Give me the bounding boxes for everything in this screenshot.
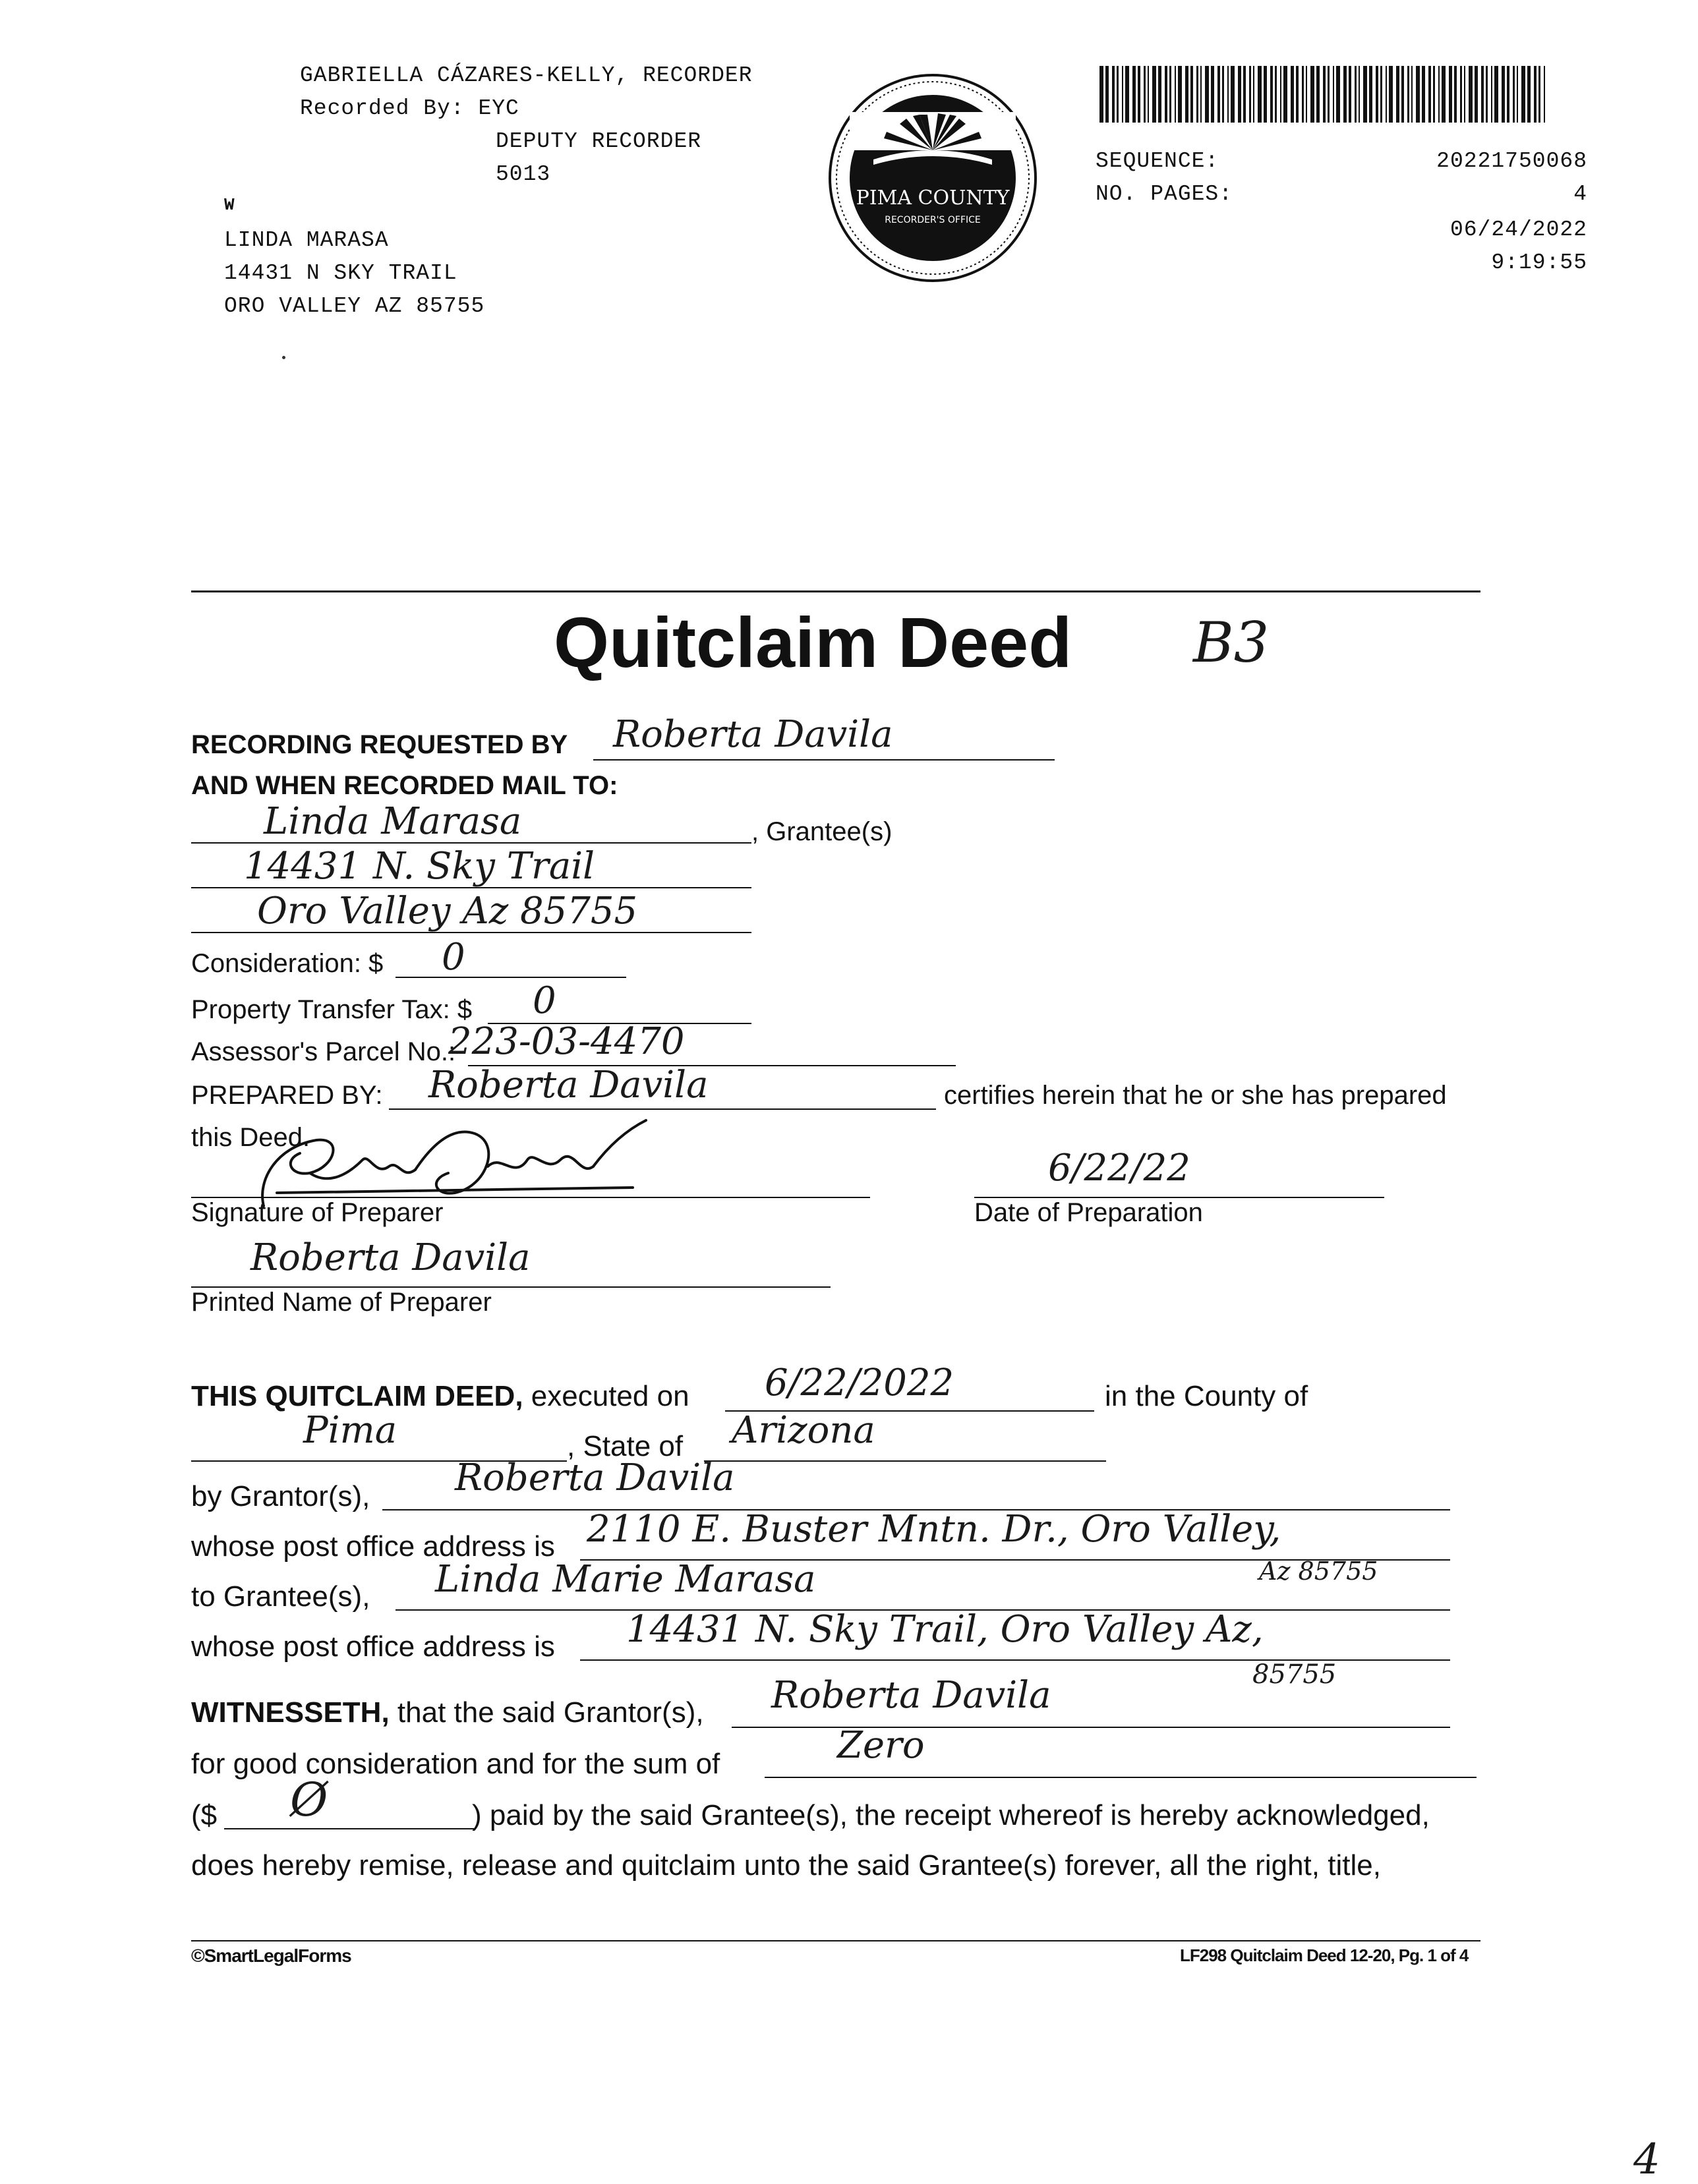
executed-label-bold: THIS QUITCLAIM DEED, [191, 1380, 523, 1412]
recording-requested-value: Roberta Davila [613, 713, 893, 756]
parcel-label: Assessor's Parcel No.: [191, 1037, 456, 1066]
prepared-by-label: PREPARED BY: [191, 1081, 383, 1110]
title-annotation: B3 [1193, 610, 1270, 675]
witnesseth-line [191, 1696, 704, 1729]
sequence-label: SEQUENCE: [1096, 149, 1219, 173]
dollar-line [224, 1828, 475, 1829]
recorded-by: Recorded By: EYC [300, 96, 519, 121]
pages-value: 4 [1573, 182, 1587, 206]
witnesseth-bold: WITNESSETH, [191, 1696, 390, 1729]
grantee-suffix: , Grantee(s) [751, 817, 893, 846]
page-mark: 4 [1633, 2135, 1660, 2184]
recording-date: 06/24/2022 [1449, 217, 1587, 242]
dollar-value: Ø [290, 1773, 328, 1827]
prepared-by-line [389, 1108, 936, 1110]
consideration-value: 0 [442, 936, 465, 979]
stray-dot [282, 356, 285, 359]
witnesseth-value: Roberta Davila [771, 1674, 1051, 1717]
state-line [704, 1460, 1106, 1462]
consideration-sum-label: for good consideration and for the sum of [191, 1748, 720, 1780]
date-prep-value: 6/22/22 [1048, 1147, 1190, 1190]
witnesseth-label: that the said Grantor(s), [397, 1696, 704, 1729]
transfer-tax-value: 0 [533, 979, 556, 1022]
footer-form-id: LF298 Quitclaim Deed 12-20, Pg. 1 of 4 [1180, 1945, 1469, 1965]
barcode [1099, 66, 1548, 123]
county-of-label: in the County of [1105, 1380, 1308, 1412]
pima-county-seal [821, 72, 1045, 283]
grantee-address: 14431 N. Sky Trail, Oro Valley Az, [626, 1608, 1264, 1651]
recorder-mark: W [224, 195, 235, 215]
deputy-recorder-label: DEPUTY RECORDER [496, 129, 702, 154]
mail-name: LINDA MARASA [224, 228, 389, 252]
recording-time: 9:19:55 [1491, 250, 1587, 275]
executed-date: 6/22/2022 [765, 1362, 954, 1404]
sequence-value: 20221750068 [1436, 149, 1587, 173]
date-prep-label: Date of Preparation [974, 1198, 1203, 1227]
grantor-value: Roberta Davila [455, 1456, 735, 1499]
grantor-address: 2110 E. Buster Mntn. Dr., Oro Valley, [587, 1508, 1281, 1551]
mail-city: ORO VALLEY AZ 85755 [224, 294, 485, 318]
executed-line [191, 1380, 689, 1413]
transfer-tax-label: Property Transfer Tax: $ [191, 995, 473, 1024]
remise-text: does hereby remise, release and quitclaim unto the said Grantee(s) forever, all the right, title, [191, 1849, 1381, 1882]
prepared-by-value: Roberta Davila [428, 1064, 709, 1106]
executed-label: executed on [531, 1380, 689, 1412]
seal-text: PIMA COUNTY [856, 187, 1010, 210]
consideration-label: Consideration: $ [191, 949, 384, 978]
po-address-label-1: whose post office address is [191, 1530, 555, 1563]
footer-brand: ©SmartLegalForms [191, 1945, 351, 1966]
title-rule [191, 590, 1480, 592]
county-value: Pima [303, 1409, 397, 1452]
printed-name-value: Roberta Davila [250, 1236, 531, 1279]
mail-to-street: 14431 N. Sky Trail [244, 845, 595, 888]
recording-requested-label: RECORDING REQUESTED BY [191, 730, 568, 759]
sum-value: Zero [837, 1724, 925, 1767]
signature-label: Signature of Preparer [191, 1198, 444, 1227]
grantor-address-zip: Az 85755 [1259, 1557, 1378, 1586]
deputy-number: 5013 [496, 162, 551, 187]
grantee-value: Linda Marie Marasa [435, 1558, 816, 1601]
printed-name-label: Printed Name of Preparer [191, 1288, 492, 1317]
footer-rule [191, 1940, 1480, 1941]
state-of-label: , State of [567, 1430, 684, 1462]
this-deed-text: this Deed. [191, 1123, 310, 1152]
consideration-line [395, 977, 626, 978]
mail-street: 14431 N SKY TRAIL [224, 261, 457, 285]
grantee-address-zip: 85755 [1252, 1659, 1337, 1690]
pages-label: NO. PAGES: [1096, 182, 1233, 206]
po-address-label-2: whose post office address is [191, 1630, 555, 1663]
recorder-name: GABRIELLA CÁZARES-KELLY, RECORDER [300, 63, 753, 88]
mail-to-name: Linda Marasa [264, 800, 522, 843]
to-grantee-label: to Grantee(s), [191, 1580, 370, 1613]
page-title: Quitclaim Deed [554, 602, 1072, 682]
by-grantor-label: by Grantor(s), [191, 1480, 370, 1512]
seal-subtext: RECORDER'S OFFICE [885, 215, 981, 225]
sum-line [765, 1777, 1477, 1778]
dollar-open: ($ [191, 1799, 218, 1831]
recording-requested-line [593, 759, 1055, 761]
mail-to-label: AND WHEN RECORDED MAIL TO: [191, 771, 618, 800]
state-value: Arizona [732, 1409, 875, 1452]
mail-to-city: Oro Valley Az 85755 [257, 890, 638, 933]
parcel-value: 223-03-4470 [448, 1020, 685, 1063]
certifies-text: certifies herein that he or she has prepared [944, 1081, 1447, 1110]
paid-text: ) paid by the said Grantee(s), the receipt whereof is hereby acknowledged, [472, 1799, 1430, 1831]
